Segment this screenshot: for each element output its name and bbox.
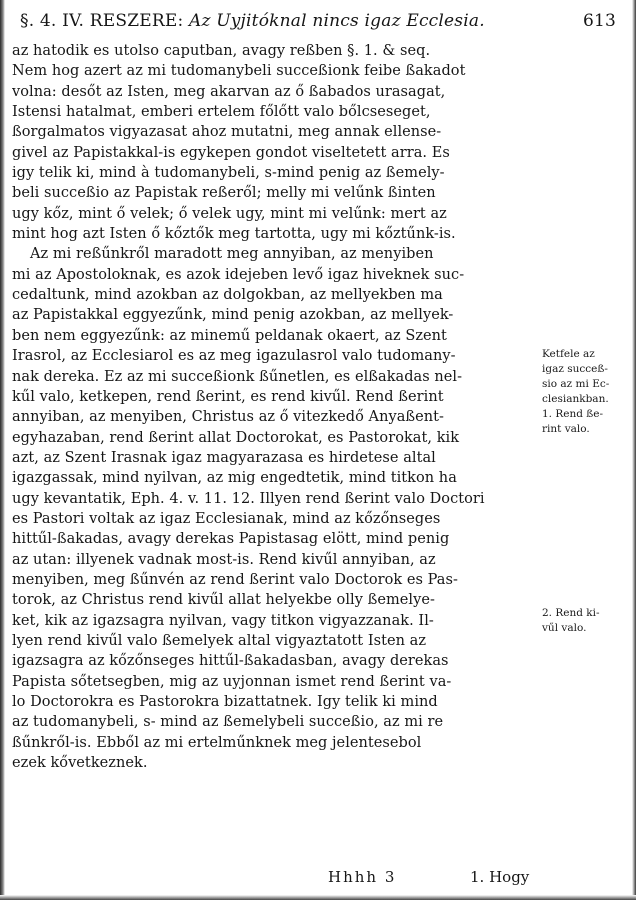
text-line: cedaltunk, mind azokban az dolgokban, az mellyekben ma <box>12 287 443 304</box>
text-line: ßorgalmatos vigyazasat ahoz mutatni, meg annak ellense- <box>12 124 442 141</box>
text-line: az hatodik es utolso caputban, avagy reßben §. 1. & seq. <box>12 43 431 59</box>
text-line: torok, az Christus rend kivűl allat helyekbe olly ßemelye- <box>12 592 435 609</box>
text-line: ben nem eggyezűnk: az minemű peldanak okaert, az Szent <box>12 327 447 344</box>
text-line: menyiben, meg ßűnvén az rend ßerint valo Doctorok es Pas- <box>12 571 458 588</box>
text-line: igy telik ki, mind à tudomanybeli, s-mind penig az ßemely- <box>12 165 445 182</box>
text-line: azt, az Szent Irasnak igaz magyarazasa es hirdetese altal <box>12 449 436 466</box>
margin-note-line: 2. Rend ki- <box>542 607 600 619</box>
text-line: Nem hog azert az mi tudomanybeli succeßionk feibe ßakadot <box>12 63 466 80</box>
margin-note-extraordinary <box>542 606 630 636</box>
text-line: kűl valo, ketkepen, rend ßerint, es rend kivűl. Rend ßerint <box>12 388 444 405</box>
text-line: lyen rend kivűl valo ßemelyek altal vigyaztatott Isten az <box>12 632 427 649</box>
running-title: Az Uyjitóknal nincs igaz Ecclesia. <box>188 11 485 31</box>
text-line: Istensi hatalmat, emberi ertelem főlőtt valo bőlcseseget, <box>12 104 431 121</box>
text-line: igazgassak, mind nyilvan, az mig engedtetik, mind titkon ha <box>12 470 457 487</box>
running-header <box>20 3 624 39</box>
page-edge-shadow-bottom <box>0 895 636 900</box>
text-line: ugy kőz, mint ő velek; ő velek ugy, mint mi velűnk: mert az <box>12 205 447 222</box>
margin-note-line: rint valo. <box>542 423 590 435</box>
text-line: es Pastori voltak az igaz Ecclesianak, mind az kőzőnseges <box>12 510 441 527</box>
text-line: igazsagra az kőzőnseges hittűl-ßakadasban, avagy derekas <box>12 653 449 670</box>
text-line: volna: desőt az Isten, meg akarvan az ő ßabados urasagat, <box>12 83 446 100</box>
text-line: mi az Apostoloknak, es azok idejeben levő igaz hiveknek suc- <box>12 266 465 283</box>
margin-note-line: 1. Rend ße- <box>542 408 604 420</box>
text-line: ßűnkről-is. Ebből az mi ertelműnknek meg jelentesebol <box>12 734 422 751</box>
text-line: ket, kik az igazsagra nyilvan, vagy titkon vigyazzanak. Il- <box>12 612 434 629</box>
text-line: beli succeßio az Papistak reßeről; melly mi velűnk ßinten <box>12 185 436 202</box>
text-line: az utan: illyenek vadnak most-is. Rend kivűl annyiban, az <box>12 551 436 568</box>
text-line: mint hog azt Isten ő kőztők meg tartotta, ugy mi kőztűnk-is. <box>12 226 456 243</box>
text-line: az tudomanybeli, s- mind az ßemelybeli succeßio, az mi re <box>12 714 444 731</box>
margin-note-line: sio az mi Ec- <box>542 378 610 390</box>
margin-note-line: vűl valo. <box>542 622 587 634</box>
text-line: egyhazaban, rend ßerint allat Doctorokat, es Pastorokat, kik <box>12 429 460 446</box>
text-line: nak dereka. Ez az mi succeßionk ßűnetlen, es elßakadas nel- <box>12 368 463 385</box>
page-edge-shadow-left <box>0 0 5 900</box>
page-edge-shadow-right <box>632 0 636 900</box>
margin-note-line: Ketfele az <box>542 348 595 360</box>
margin-note-line: clesiankban. <box>542 393 609 405</box>
paragraph-start-line: Az mi reßűnkről maradott meg annyiban, az menyiben <box>30 246 434 263</box>
text-line: ugy kevantatik, Eph. 4. v. 11. 12. Illyen rend ßerint valo Doctori <box>12 490 485 507</box>
page-number: 613 <box>582 11 616 31</box>
text-line: hittűl-ßakadas, avagy derekas Papistasag elött, mind penig <box>12 531 450 548</box>
catchword: 1. Hogy <box>470 868 530 886</box>
text-line: annyiban, az menyiben, Christus az ő vitezkedő Anyaßent- <box>12 409 444 426</box>
signature-mark: Hhhh 3 <box>328 868 397 886</box>
text-line: Papista sőtetsegben, mig az uyjonnan ismet rend ßerint va- <box>12 673 452 690</box>
text-line: lo Doctorokra es Pastorokra bizattatnek. Igy telik ki mind <box>12 694 438 710</box>
text-line: givel az Papistakkal-is egykepen gondot viseltetett arra. Es <box>12 144 450 161</box>
text-line: Irasrol, az Ecclesiarol es az meg igazulasrol valo tudomany- <box>12 348 456 365</box>
text-line: az Papistakkal eggyezűnk, mind penig azokban, az mellyek- <box>12 307 454 324</box>
margin-note-line: igaz succeß- <box>542 363 608 375</box>
main-text-block <box>12 41 535 773</box>
margin-note-kind-of-succession <box>542 347 630 437</box>
section-marker: §. 4. IV. RESZERE: <box>20 11 184 31</box>
text-line: ezek kővetkeznek. <box>12 755 148 772</box>
